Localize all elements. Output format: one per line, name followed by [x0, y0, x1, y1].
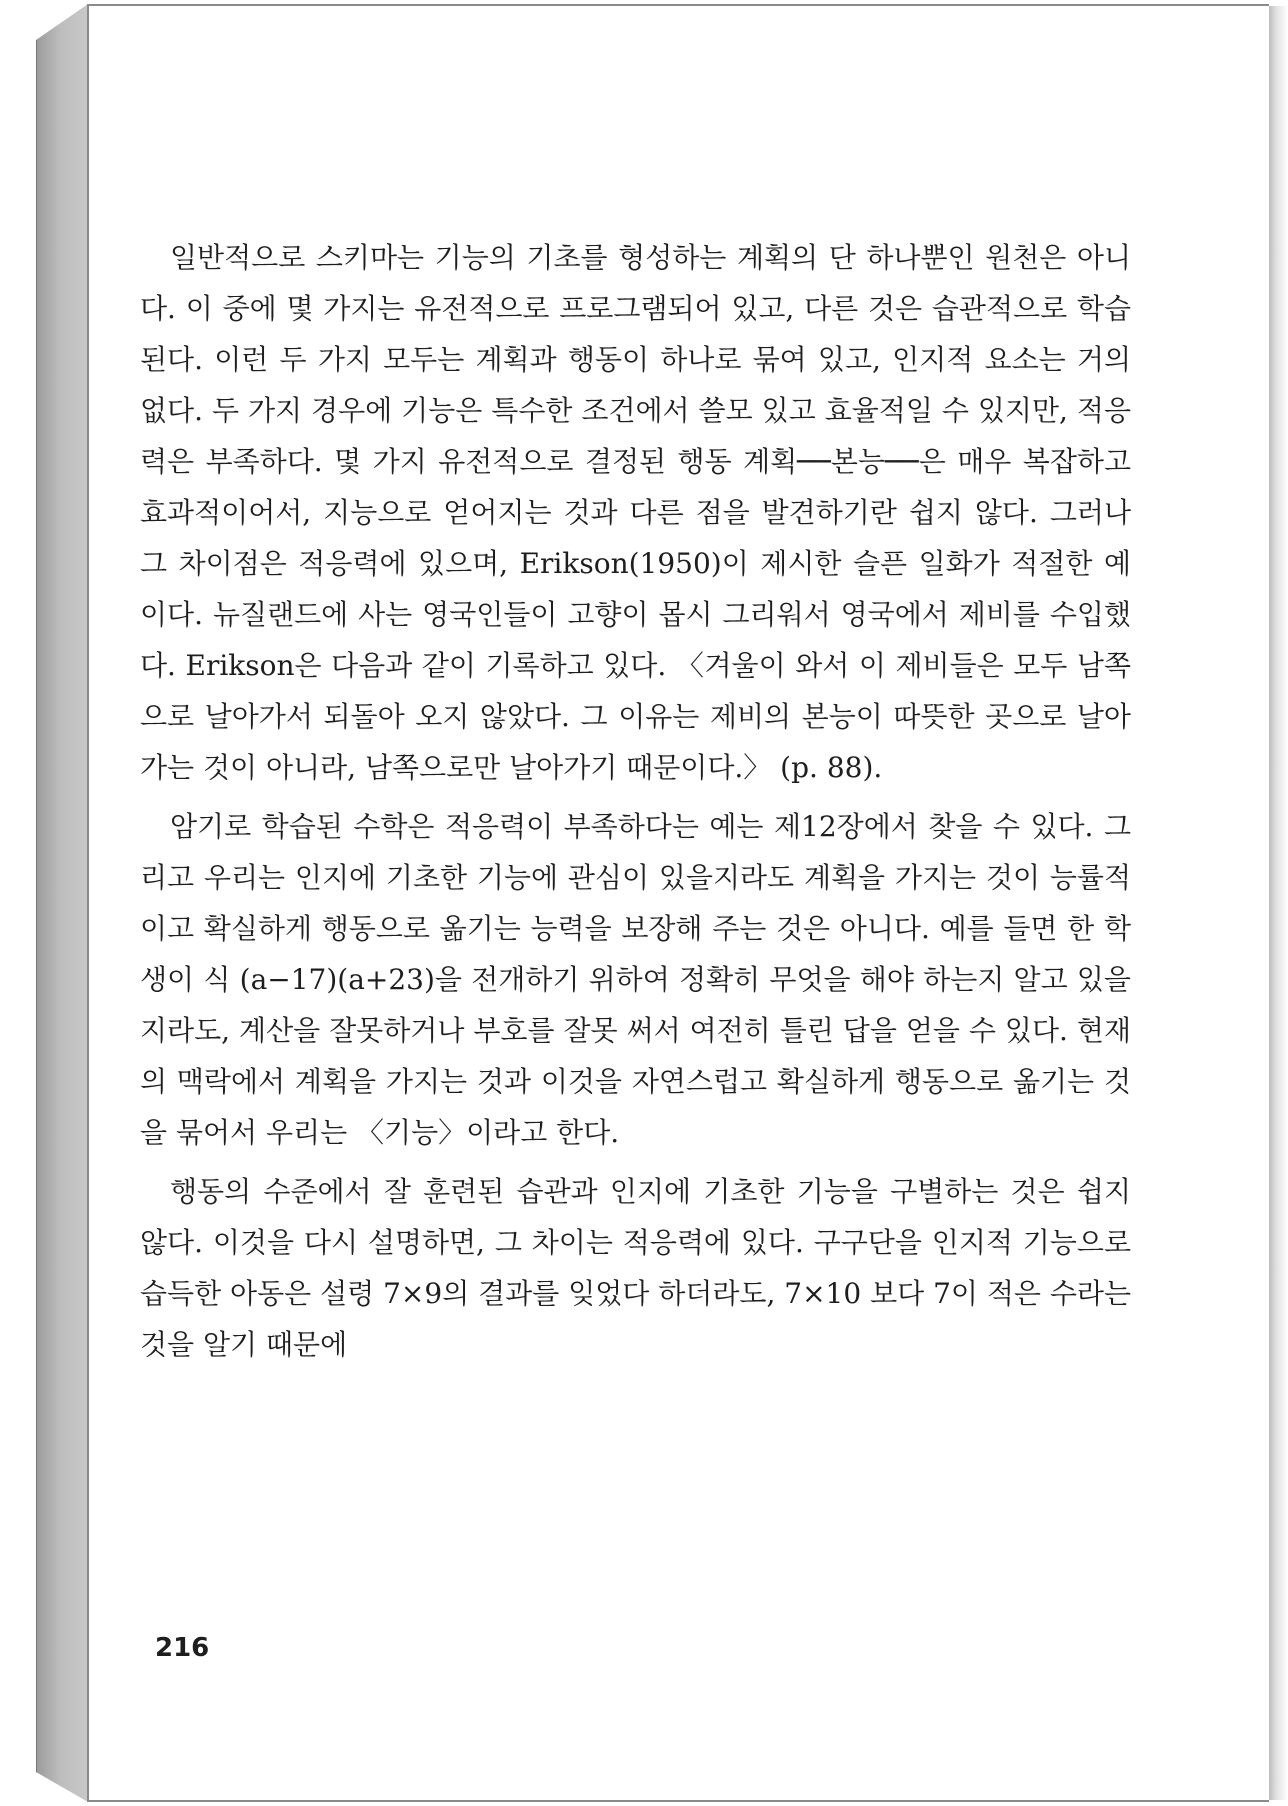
book-spine-edge — [36, 4, 89, 1802]
page-number: 216 — [155, 1633, 210, 1663]
body-text — [140, 232, 1131, 1370]
paragraph-2: 암기로 학습된 수학은 적응력이 부족하다는 예는 제12장에서 찾을 수 있다. 그리고 우리는 인지에 기초한 기능에 관심이 있을지라도 계획을 가지는 것이 능률적이고 확실하게 행동으로 옮기는 능력을 보장해 주는 것은 아니다. 예를 들면 한 학생이 식 (a−17)(a+23)을 전개하기 위하여 정확히 무엇을 해야 하는지 알고 있을지라도, 계산을 잘못하거나 부호를 잘못 써서 여전히 틀린 답을 얻을 수 있다. 현재의 맥락에서 계획을 가지는 것과 이것을 자연스럽고 확실하게 행동으로 옮기는 것을 묶어서 우리는 〈기능〉이라고 한다. — [140, 810, 1131, 1149]
paragraph-3: 행동의 수준에서 잘 훈련된 습관과 인지에 기초한 기능을 구별하는 것은 쉽지 않다. 이것을 다시 설명하면, 그 차이는 적응력에 있다. 구구단을 인지적 기능으로 습득한 아동은 설령 7×9의 결과를 잊었다 하더라도, 7×10 보다 7이 적은 수라는 것을 알기 때문에 — [140, 1175, 1131, 1361]
paragraph-1: 일반적으로 스키마는 기능의 기초를 형성하는 계획의 단 하나뿐인 원천은 아니다. 이 중에 몇 가지는 유전적으로 프로그램되어 있고, 다른 것은 습관적으로 학습된다. 이런 두 가지 모두는 계획과 행동이 하나로 묶여 있고, 인지적 요소는 거의 없다. 두 가지 경우에 기능은 특수한 조건에서 쓸모 있고 효율적일 수 있지만, 적응력은 부족하다. 몇 가지 유전적으로 결정된 행동 계획──본능──은 매우 복잡하고 효과적이어서, 지능으로 얻어지는 것과 다른 점을 발견하기란 쉽지 않다. 그러나 그 차이점은 적응력에 있으며, Erikson(1950)이 제시한 슬픈 일화가 적절한 예이다. 뉴질랜드에 사는 영국인들이 고향이 몹시 그리워서 영국에서 제비를 수입했다. Erikson은 다음과 같이 기록하고 있다. 〈겨울이 와서 이 제비들은 모두 남쪽으로 날아가서 되돌아 오지 않았다. 그 이유는 제비의 본능이 따뜻한 곳으로 날아가는 것이 아니라, 남쪽으로만 날아가기 때문이다.〉 (p. 88). — [140, 241, 1131, 784]
page-shadow — [1269, 6, 1288, 1800]
